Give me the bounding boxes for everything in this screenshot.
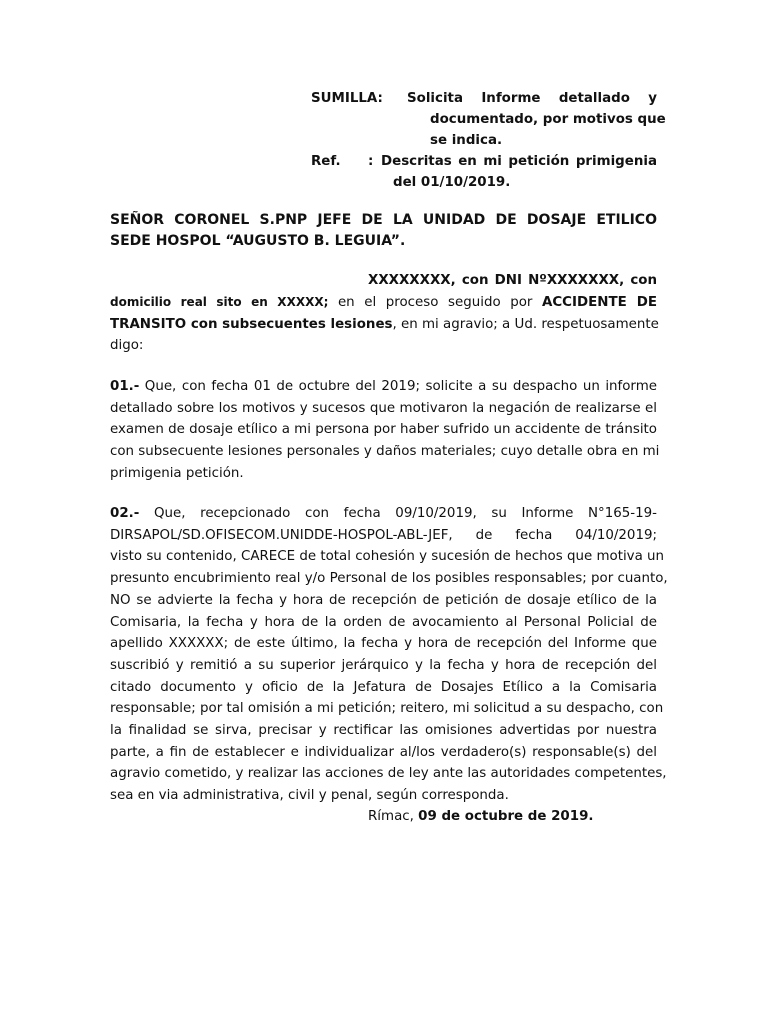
point-2-line-3: visto su contenido, CARECE de total cohesión y sucesión de hechos que motiva un: [110, 549, 665, 565]
intro-case-type: ACCIDENTE DE: [541, 295, 657, 310]
ref-line-2: del 01/10/2019.: [393, 175, 511, 190]
point-1-text: Que, con fecha 01 de octubre del 2019; solicite a su despacho un informe: [144, 379, 657, 394]
point-2-line-12: parte, a fin de establecer e individualizar al/los verdadero(s) responsable(s) del: [110, 744, 657, 760]
intro-line-3: [110, 314, 657, 336]
ref-label: Ref.: [311, 154, 341, 169]
point-2-line-14: sea en via administrativa, civil y penal, según corresponda.: [110, 788, 509, 804]
point-2-line-7: apellido XXXXXX; de este último, la fecha y hora de recepción del Informe que: [110, 636, 657, 652]
point-2-line-2: DIRSAPOL/SD.OFISECOM.UNIDDE-HOSPOL-ABL-JEF, de fecha 04/10/2019;: [110, 527, 657, 543]
point-2-line-9: citado documento y oficio de la Jefatura de Dosajes Etílico a la Comisaria: [110, 679, 657, 695]
sumilla-label: SUMILLA:: [311, 91, 383, 106]
point-1-line-5: primigenia petición.: [110, 465, 244, 481]
intro-text-cont: , en mi agravio; a Ud. respetuosamente: [392, 317, 659, 332]
closing-line: [368, 806, 593, 828]
point-2-text: Que, recepcionado con fecha 09/10/2019, su Informe N°165-19-: [153, 506, 658, 521]
point-1-line-2: detallado sobre los motivos y sucesos que motivaron la negación de realizarse el: [110, 400, 657, 416]
point-2-line-11: la finalidad se sirva, precisar y rectificar las omisiones advertidas por nuestra: [110, 723, 657, 739]
point-2-line-1: [110, 503, 657, 525]
sumilla-line-3: se indica.: [430, 133, 503, 148]
intro-line-1: XXXXXXXX, con DNI NºXXXXXXX, con: [368, 273, 657, 288]
point-2-number: 02.-: [110, 506, 140, 521]
addressee-line-1: SEÑOR CORONEL S.PNP JEFE DE LA UNIDAD DE DOSAJE ETILICO: [110, 212, 657, 228]
point-2-paragraph: [110, 503, 668, 807]
point-2-line-13: agravio cometido, y realizar las acciones de ley ante las autoridades competentes,: [110, 766, 667, 782]
point-1-line-1: [110, 376, 657, 398]
point-1-number: 01.-: [110, 379, 140, 394]
point-1-line-4: con subsecuente lesiones personales y daños materiales; cuyo detalle obra en mi: [110, 444, 660, 460]
point-2-line-5: NO se advierte la fecha y hora de recepción de petición de dosaje etílico de la: [110, 592, 657, 608]
intro-address: domicilio real sito en XXXXX;: [110, 295, 329, 309]
sumilla-line-1: Solicita Informe detallado y: [407, 91, 657, 106]
intro-line-2: [110, 292, 657, 314]
closing-date: 09 de octubre de 2019.: [418, 809, 594, 824]
intro-line-4: digo:: [110, 338, 144, 353]
ref-line-1: Descritas en mi petición primigenia: [381, 154, 657, 169]
point-2-line-4: presunto encubrimiento real y/o Personal de los posibles responsables; por cuanto,: [110, 571, 668, 587]
sumilla-line-2: documentado, por motivos que: [430, 112, 666, 127]
point-1-paragraph: [110, 376, 660, 485]
intro-text: en el proceso seguido por: [328, 295, 542, 310]
point-2-line-6: Comisaria, la fecha y hora de la orden de avocamiento al Personal Policial de: [110, 614, 657, 630]
point-2-line-8: suscribió y remitió a su superior jerárquico y la fecha y hora de recepción del: [110, 657, 657, 673]
ref-separator: :: [368, 154, 374, 169]
intro-case-type-cont: TRANSITO con subsecuentes lesiones: [110, 317, 393, 332]
closing-place: Rímac,: [368, 809, 419, 824]
point-1-line-3: examen de dosaje etílico a mi persona por haber sufrido un accidente de tránsito: [110, 422, 657, 438]
addressee-line-2: SEDE HOSPOL “AUGUSTO B. LEGUIA”.: [110, 233, 406, 249]
point-2-line-10: responsable; por tal omisión a mi petición; reitero, mi solicitud a su despacho, con: [110, 701, 664, 717]
